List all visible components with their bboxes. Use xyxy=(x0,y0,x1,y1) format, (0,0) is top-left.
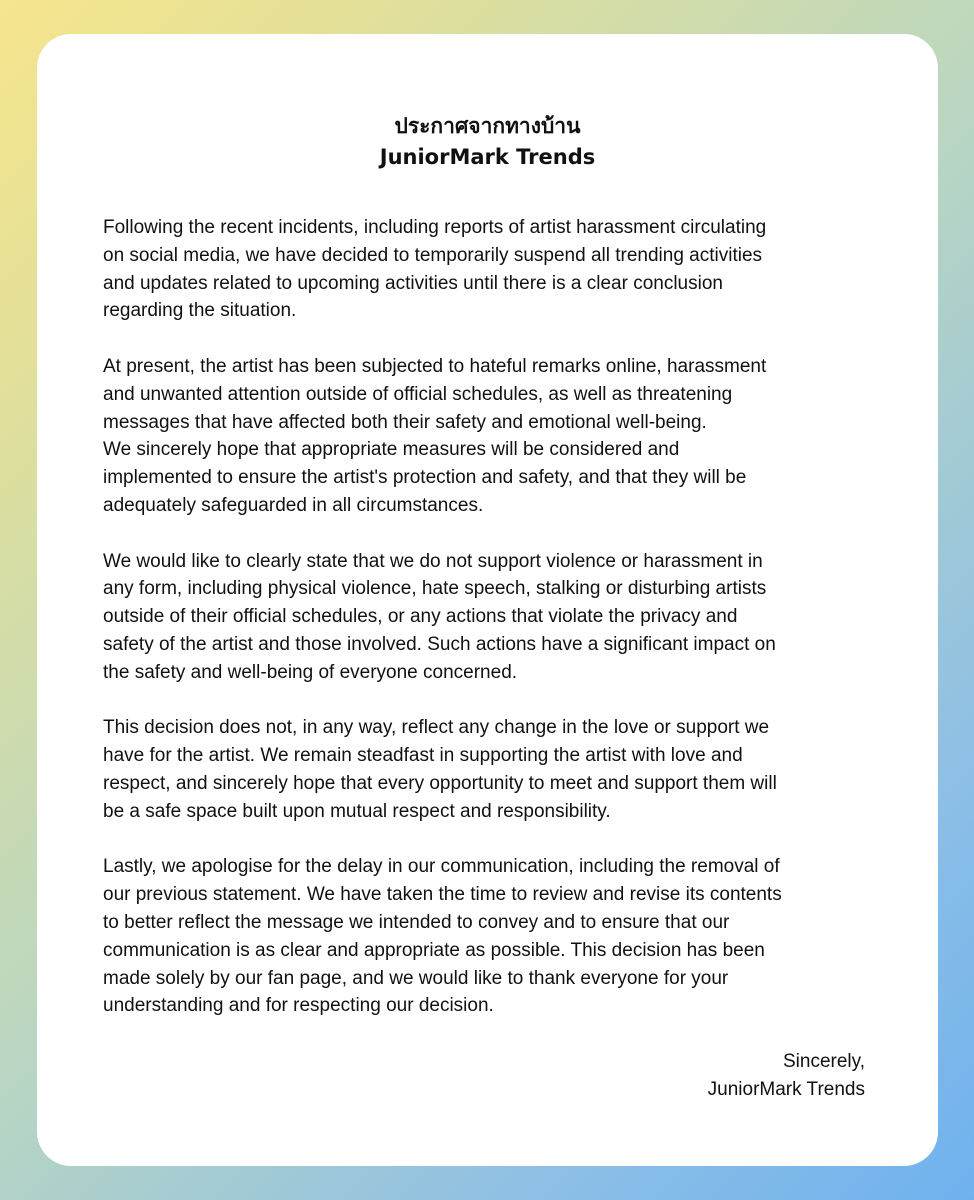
text-line: our previous statement. We have taken the time to review and revise its contents xyxy=(103,884,782,906)
text-line: understanding and for respecting our decision. xyxy=(103,995,494,1017)
text-line: implemented to ensure the artist's protection and safety, and that they will be xyxy=(103,467,747,489)
text-line: messages that have affected both their safety and emotional well-being. xyxy=(103,411,707,433)
text-line: and updates related to upcoming activities until there is a clear conclusion xyxy=(103,272,723,294)
text-line: Following the recent incidents, including reports of artist harassment circulating xyxy=(103,217,767,238)
text-line: be a safe space built upon mutual respect and responsibility. xyxy=(103,800,611,822)
title-thai: ประกาศจากทางบ้าน xyxy=(394,114,581,138)
paragraph-harassment xyxy=(103,353,869,520)
text-line: made solely by our fan page, and we would like to thank everyone for your xyxy=(103,967,729,989)
signoff-closing: Sincerely, xyxy=(782,1051,865,1072)
text-line: We sincerely hope that appropriate measures will be considered and xyxy=(103,439,680,461)
text-line: At present, the artist has been subjected to hateful remarks online, harassment xyxy=(103,355,767,377)
text-line: outside of their official schedules, or any actions that violate the privacy and xyxy=(103,606,738,628)
signoff xyxy=(708,1048,865,1104)
paragraph-suspension xyxy=(103,214,869,325)
text-line: This decision does not, in any way, reflect any change in the love or support we xyxy=(103,717,770,739)
text-line: to better reflect the message we intended to convey and to ensure that our xyxy=(103,911,730,933)
text-line: and unwanted attention outside of official schedules, as well as threatening xyxy=(103,383,733,405)
text-line: Lastly, we apologise for the delay in our communication, including the removal of xyxy=(103,856,780,878)
statement-card xyxy=(37,34,938,1166)
paragraph-support xyxy=(103,714,869,825)
text-line: We would like to clearly state that we do not support violence or harassment in xyxy=(103,550,763,572)
text-line: on social media, we have decided to temporarily suspend all trending activities xyxy=(103,244,763,266)
paragraph-no-violence xyxy=(103,548,869,687)
statement-body xyxy=(103,214,869,1048)
text-line: communication is as clear and appropriate as possible. This decision has been xyxy=(103,939,765,961)
text-line: the safety and well-being of everyone concerned. xyxy=(103,661,518,683)
signoff-signature: JuniorMark Trends xyxy=(707,1079,865,1100)
paragraph-apology xyxy=(103,853,869,1020)
text-line: have for the artist. We remain steadfast in supporting the artist with love and xyxy=(103,745,743,767)
text-line: safety of the artist and those involved. Such actions have a significant impact on xyxy=(103,633,776,655)
title-fanpage-name: JuniorMark Trends xyxy=(379,145,596,169)
text-line: any form, including physical violence, hate speech, stalking or disturbing artists xyxy=(103,578,767,600)
text-line: adequately safeguarded in all circumstances. xyxy=(103,494,484,516)
text-line: respect, and sincerely hope that every opportunity to meet and support them will xyxy=(103,772,777,794)
statement-header xyxy=(37,111,938,173)
text-line: regarding the situation. xyxy=(103,300,297,322)
